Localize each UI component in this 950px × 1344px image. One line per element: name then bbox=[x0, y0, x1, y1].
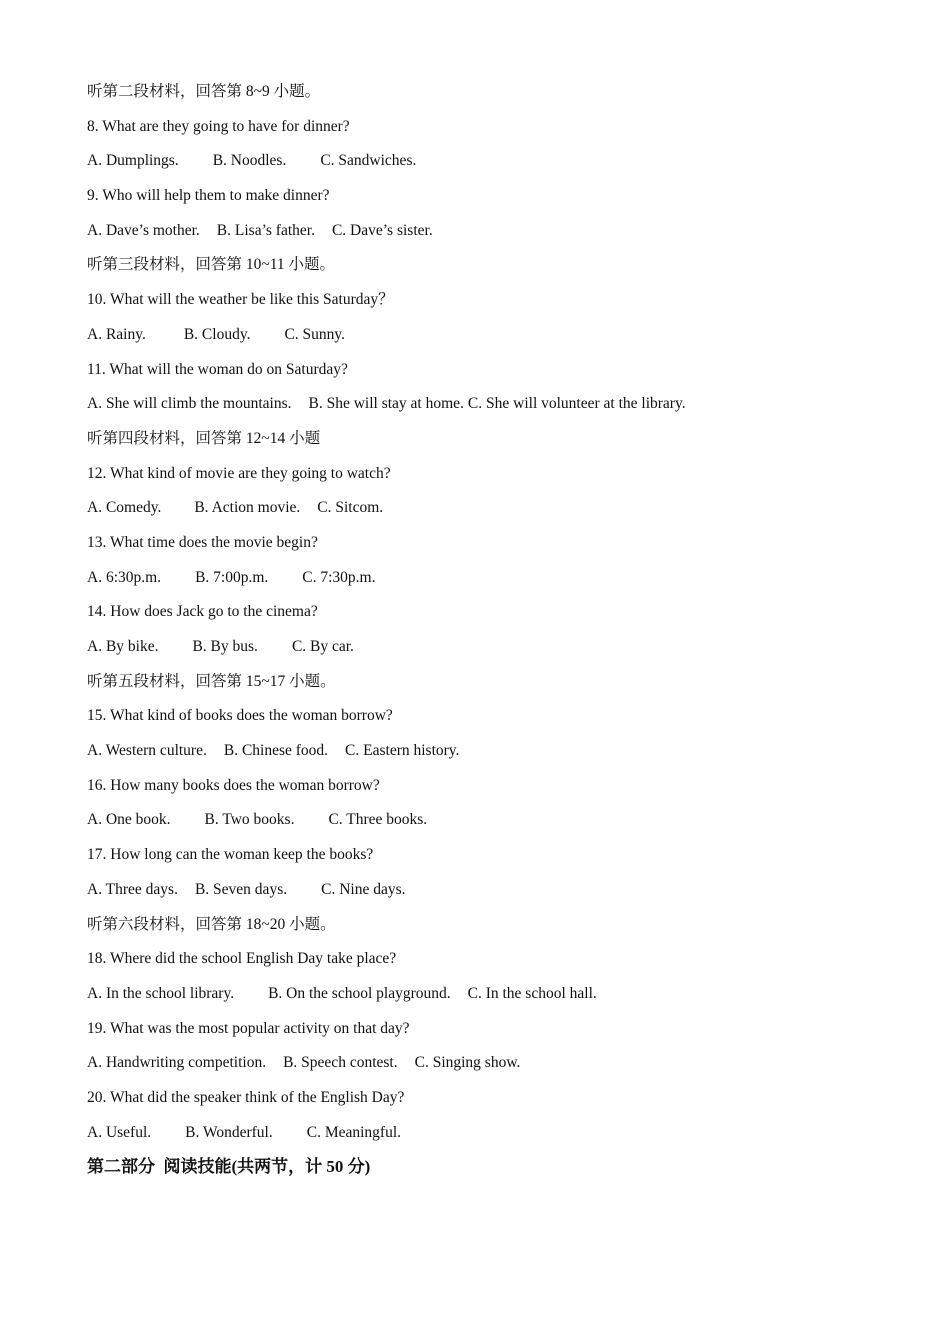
answer-option: C. Meaningful. bbox=[306, 1123, 402, 1141]
answer-option: A. 6:30p.m. bbox=[87, 568, 162, 586]
section-title: 第二部分 阅读技能(共两节，计 50 分) bbox=[87, 1157, 371, 1177]
question-text: 16. How many books does the woman borrow? bbox=[87, 776, 380, 794]
answer-options bbox=[87, 876, 887, 911]
question-text: 10. What will the weather be like this Saturday？ bbox=[87, 291, 394, 309]
answer-option: C. Singing show. bbox=[414, 1054, 521, 1072]
question-text: 12. What kind of movie are they going to watch? bbox=[87, 464, 391, 482]
answer-options bbox=[87, 217, 887, 252]
passage-heading: 听第四段材料，回答第 12~14 小题 bbox=[87, 429, 321, 447]
answer-option: C. She will volunteer at the library. bbox=[467, 395, 686, 413]
answer-option: B. Speech contest. bbox=[283, 1054, 398, 1072]
answer-option: C. By car. bbox=[291, 638, 354, 655]
answer-option: C. Three books. bbox=[328, 811, 428, 829]
answer-option: A. Handwriting competition. bbox=[87, 1054, 267, 1072]
question-text: 19. What was the most popular activity on that day? bbox=[87, 1019, 410, 1037]
answer-option: B. Seven days. bbox=[194, 880, 288, 898]
answer-option: B. Two books. bbox=[204, 811, 295, 829]
answer-options bbox=[87, 1119, 887, 1154]
answer-option: B. Lisa’s father. bbox=[216, 221, 315, 239]
answer-option: B. On the school playground. bbox=[268, 984, 451, 1002]
answer-option: A. In the school library. bbox=[87, 984, 235, 1002]
answer-option: A. She will climb the mountains. bbox=[87, 395, 292, 413]
answer-options bbox=[87, 633, 887, 668]
answer-option: A. Rainy. bbox=[87, 325, 146, 343]
question-text: 14. How does Jack go to the cinema? bbox=[87, 603, 318, 621]
passage-heading: 听第三段材料，回答第 10~11 小题。 bbox=[87, 256, 336, 274]
answer-options bbox=[87, 147, 887, 182]
answer-option: B. Cloudy. bbox=[183, 325, 251, 343]
answer-options bbox=[87, 806, 887, 841]
question-text: 11. What will the woman do on Saturday? bbox=[87, 360, 348, 378]
question-text: 8. What are they going to have for dinner? bbox=[87, 117, 350, 135]
answer-option: C. Sunny. bbox=[284, 325, 346, 343]
answer-option: C. Sandwiches. bbox=[320, 152, 417, 170]
answer-option: A. Comedy. bbox=[87, 499, 162, 517]
answer-option: A. Western culture. bbox=[87, 742, 207, 760]
question-text: 18. Where did the school English Day take place? bbox=[87, 950, 397, 968]
question-list bbox=[87, 78, 887, 1153]
answer-options bbox=[87, 494, 887, 529]
answer-option: C. In the school hall. bbox=[467, 984, 597, 1002]
answer-options bbox=[87, 737, 887, 772]
answer-option: B. Chinese food. bbox=[223, 742, 329, 760]
answer-option: A. Dumplings. bbox=[87, 152, 179, 170]
question-text: 13. What time does the movie begin? bbox=[87, 533, 318, 551]
question-text: 9. Who will help them to make dinner? bbox=[87, 187, 330, 205]
answer-option: B. By bus. bbox=[192, 638, 258, 655]
answer-option: C. Eastern history. bbox=[345, 742, 460, 760]
question-text: 20. What did the speaker think of the English Day? bbox=[87, 1088, 405, 1106]
answer-options bbox=[87, 564, 887, 599]
passage-heading: 听第六段材料，回答第 18~20 小题。 bbox=[87, 915, 336, 933]
answer-option: B. Action movie. bbox=[194, 499, 301, 517]
passage-heading: 听第五段材料，回答第 15~17 小题。 bbox=[87, 672, 336, 690]
answer-option: B. 7:00p.m. bbox=[195, 568, 269, 586]
answer-option: B. Noodles. bbox=[212, 152, 287, 170]
answer-option: C. 7:30p.m. bbox=[302, 568, 376, 586]
answer-options bbox=[87, 980, 887, 1015]
answer-options bbox=[87, 390, 887, 425]
answer-option: A. Dave’s mother. bbox=[87, 221, 200, 239]
answer-option: C. Sitcom. bbox=[317, 499, 384, 517]
answer-options bbox=[87, 1049, 887, 1084]
question-text: 17. How long can the woman keep the books? bbox=[87, 846, 374, 864]
answer-options bbox=[87, 321, 887, 356]
question-text: 15. What kind of books does the woman borrow? bbox=[87, 707, 393, 725]
answer-option: A. Useful. bbox=[87, 1123, 152, 1141]
answer-option: A. By bike. bbox=[87, 638, 159, 655]
answer-option: A. Three days. bbox=[87, 880, 178, 898]
answer-option: A. One book. bbox=[87, 811, 171, 829]
answer-option: C. Dave’s sister. bbox=[331, 221, 433, 239]
answer-option: B. She will stay at home. bbox=[308, 395, 464, 413]
document-page bbox=[87, 78, 887, 1187]
answer-option: B. Wonderful. bbox=[185, 1123, 273, 1141]
passage-heading: 听第二段材料，回答第 8~9 小题。 bbox=[87, 83, 321, 100]
answer-option: C. Nine days. bbox=[321, 880, 406, 898]
